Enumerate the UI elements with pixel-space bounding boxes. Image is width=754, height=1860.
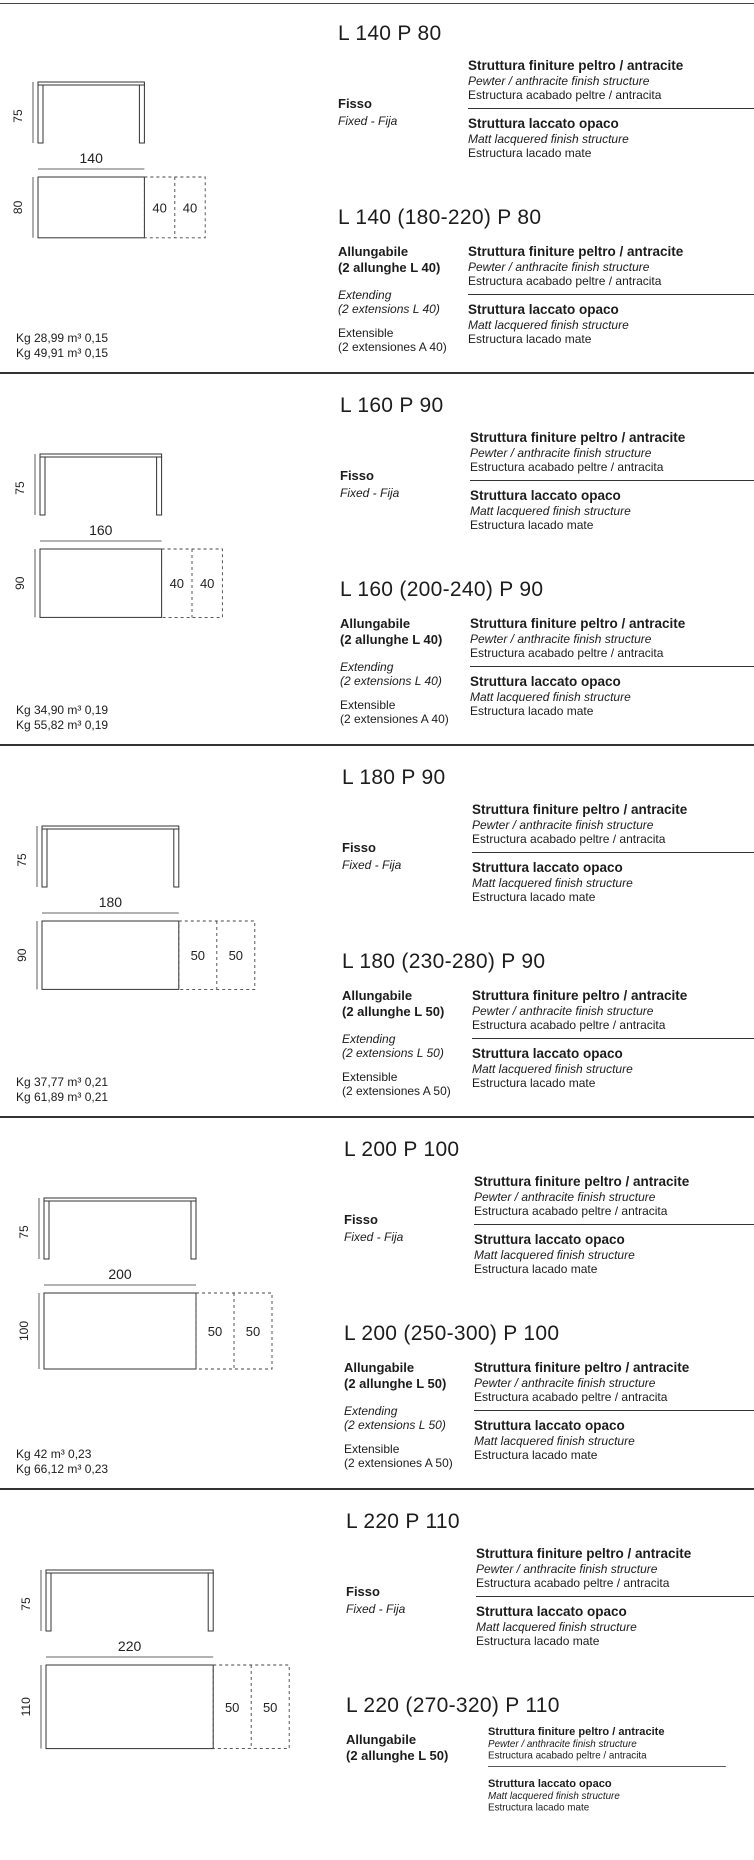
extension-2-label: 50 [228, 948, 244, 964]
fixed-label: Fisso [346, 1584, 380, 1599]
finish-peltro-en: Pewter / anthracite finish structure [472, 1004, 654, 1018]
depth-label: 90 [15, 948, 29, 962]
fixed-label-translation: Fixed - Fija [344, 1230, 404, 1244]
finish-laccato-es: Estructura lacado mate [470, 704, 594, 718]
width-label: 220 [117, 1638, 142, 1654]
finish-peltro-group [472, 802, 754, 853]
weight-fixed: Kg 37,77 m³ 0,21 [16, 1075, 109, 1089]
elevation-top [42, 826, 179, 829]
width-label: 160 [89, 522, 113, 538]
finish-laccato-group [474, 1418, 754, 1462]
finish-laccato-it: Struttura laccato opaco [488, 1777, 612, 1790]
elevation-leg-right [191, 1201, 196, 1259]
finish-laccato-it: Struttura laccato opaco [474, 1232, 625, 1247]
fixed-model-title: L 220 P 110 [346, 1510, 460, 1533]
elevation-leg-left [38, 85, 43, 143]
finish-peltro-en: Pewter / anthracite finish structure [468, 74, 650, 88]
height-label: 75 [11, 109, 25, 123]
finish-divider [468, 294, 754, 295]
fixed-label-translation: Fixed - Fija [346, 1602, 406, 1616]
plan-top [40, 549, 162, 617]
weight-extending: Kg 49,91 m³ 0,15 [16, 346, 109, 360]
finish-peltro-group [468, 244, 754, 295]
fixed-model-title: L 140 P 80 [338, 22, 442, 45]
finish-peltro-en: Pewter / anthracite finish structure [468, 260, 650, 274]
finish-peltro-group [474, 1360, 754, 1411]
extending-spec: (2 allunghe L 40) [340, 632, 443, 647]
finish-divider [472, 852, 754, 853]
elevation-top [40, 454, 162, 457]
extending-label-es: Extensible [344, 1442, 400, 1456]
finish-laccato-en: Matt lacquered finish structure [470, 504, 631, 518]
elevation-top [38, 82, 144, 85]
finish-laccato-it: Struttura laccato opaco [476, 1604, 627, 1619]
plan-top [38, 177, 144, 238]
extending-label: Allungabile [346, 1732, 417, 1747]
finish-peltro-en: Pewter / anthracite finish structure [470, 446, 652, 460]
weight-volume-info [16, 331, 108, 361]
finish-peltro-group [488, 1725, 726, 1767]
finish-divider [472, 1038, 754, 1039]
fixed-model-title: L 160 P 90 [340, 394, 444, 417]
weight-extending: Kg 55,82 m³ 0,19 [16, 718, 109, 732]
finish-laccato-group [472, 1046, 754, 1090]
finish-divider [474, 1410, 754, 1411]
finish-peltro-es: Estructura acabado peltre / antracita [474, 1204, 668, 1218]
table-drawings [0, 1116, 340, 1488]
finish-peltro-group [476, 1546, 754, 1597]
table-drawings [0, 372, 340, 744]
weight-extending: Kg 66,12 m³ 0,23 [16, 1462, 109, 1476]
extension-1-label: 50 [224, 1699, 240, 1715]
weight-volume-info [16, 1447, 108, 1477]
finish-laccato-it: Struttura laccato opaco [470, 674, 621, 689]
plan-top [42, 921, 179, 989]
extending-model-title: L 160 (200-240) P 90 [340, 578, 544, 601]
table-drawings [0, 744, 340, 1116]
finish-laccato-it: Struttura laccato opaco [470, 488, 621, 503]
model-block-200 [0, 1116, 754, 1488]
finish-peltro-es: Estructura acabado peltre / antracita [470, 460, 664, 474]
finish-laccato-en: Matt lacquered finish structure [468, 318, 629, 332]
finish-laccato-es: Estructura lacado mate [470, 518, 594, 532]
finish-peltro-en: Pewter / anthracite finish structure [474, 1376, 656, 1390]
finish-laccato-es: Estructura lacado mate [474, 1262, 598, 1276]
weight-volume-info [16, 1075, 108, 1105]
extension-1-label: 40 [169, 576, 185, 592]
finish-divider [470, 666, 754, 667]
plan-top [44, 1293, 196, 1369]
finish-divider [470, 480, 754, 481]
elevation-top [44, 1198, 196, 1201]
finish-laccato-en: Matt lacquered finish structure [472, 876, 633, 890]
extension-1-label: 40 [152, 200, 167, 216]
width-label: 180 [98, 894, 123, 910]
finish-divider [468, 108, 754, 109]
finish-peltro-es: Estructura acabado peltre / antracita [470, 646, 664, 660]
finish-peltro-it: Struttura finiture peltro / antracite [472, 988, 688, 1003]
finish-laccato-es: Estructura lacado mate [476, 1634, 600, 1648]
finish-laccato-es: Estructura lacado mate [472, 890, 596, 904]
extending-model-title: L 200 (250-300) P 100 [344, 1322, 560, 1345]
height-label: 75 [13, 481, 27, 495]
finish-peltro-it: Struttura finiture peltro / antracite [474, 1174, 690, 1189]
finish-laccato-it: Struttura laccato opaco [468, 116, 619, 131]
finish-peltro-es: Estructura acabado peltre / antracita [474, 1390, 668, 1404]
weight-fixed: Kg 34,90 m³ 0,19 [16, 703, 109, 717]
finish-peltro-group [470, 430, 754, 481]
height-label: 75 [15, 853, 29, 867]
extending-spec: (2 allunghe L 50) [344, 1376, 447, 1391]
finish-laccato-group [472, 860, 754, 904]
elevation-leg-left [46, 1573, 51, 1631]
height-label: 75 [19, 1597, 33, 1611]
extending-model-title: L 180 (230-280) P 90 [342, 950, 546, 973]
finish-laccato-es: Estructura lacado mate [472, 1076, 596, 1090]
finish-laccato-group [470, 674, 754, 718]
finish-peltro-es: Estructura acabado peltre / antracita [476, 1576, 670, 1590]
extending-label-en: Extending [340, 660, 394, 674]
finish-laccato-it: Struttura laccato opaco [472, 860, 623, 875]
extending-spec: (2 allunghe L 50) [342, 1004, 445, 1019]
depth-label: 80 [11, 200, 25, 215]
extension-1-label: 50 [190, 948, 206, 964]
finish-laccato-es: Estructura lacado mate [468, 332, 592, 346]
table-drawings [0, 0, 340, 372]
finish-laccato-en: Matt lacquered finish structure [474, 1434, 635, 1448]
finish-laccato-it: Struttura laccato opaco [468, 302, 619, 317]
extending-label-en: Extending [344, 1404, 398, 1418]
finish-laccato-group [470, 488, 754, 532]
extending-spec-en: (2 extensions L 50) [342, 1046, 444, 1060]
finish-peltro-es: Estructura acabado peltre / antracita [472, 832, 666, 846]
elevation-leg-right [208, 1573, 213, 1631]
weight-extending: Kg 61,89 m³ 0,21 [16, 1090, 109, 1104]
extending-spec: (2 allunghe L 50) [346, 1748, 449, 1763]
finish-divider [476, 1596, 754, 1597]
fixed-model-title: L 200 P 100 [344, 1138, 460, 1161]
table-drawings [0, 1488, 340, 1860]
extending-label-en: Extending [342, 1032, 396, 1046]
finish-peltro-en: Pewter / anthracite finish structure [474, 1190, 656, 1204]
extending-model-title: L 220 (270-320) P 110 [346, 1694, 560, 1717]
extending-label: Allungabile [344, 1360, 415, 1375]
extending-spec-en: (2 extensions L 40) [338, 302, 440, 316]
model-block-220 [0, 1488, 754, 1860]
extending-spec-es: (2 extensiones A 40) [340, 712, 449, 726]
extending-spec-es: (2 extensiones A 40) [338, 340, 447, 354]
finish-laccato-group [476, 1604, 754, 1648]
extending-label: Allungabile [342, 988, 413, 1003]
finish-laccato-es: Estructura lacado mate [488, 1801, 590, 1814]
fixed-label-translation: Fixed - Fija [340, 486, 400, 500]
finish-peltro-it: Struttura finiture peltro / antracite [470, 616, 686, 631]
extension-2-label: 50 [262, 1699, 278, 1715]
finish-laccato-en: Matt lacquered finish structure [488, 1790, 620, 1802]
finish-peltro-it: Struttura finiture peltro / antracite [488, 1725, 665, 1738]
weight-fixed: Kg 42 m³ 0,23 [16, 1447, 92, 1461]
fixed-model-title: L 180 P 90 [342, 766, 446, 789]
width-label: 140 [79, 150, 103, 166]
finish-peltro-en: Pewter / anthracite finish structure [488, 1738, 637, 1750]
elevation-leg-right [157, 457, 162, 515]
extending-label: Allungabile [338, 244, 409, 259]
finish-laccato-en: Matt lacquered finish structure [470, 690, 631, 704]
fixed-label-translation: Fixed - Fija [342, 858, 402, 872]
finish-laccato-group [468, 116, 754, 160]
extending-spec-es: (2 extensiones A 50) [342, 1084, 451, 1098]
extending-spec-es: (2 extensiones A 50) [344, 1456, 453, 1470]
finish-peltro-en: Pewter / anthracite finish structure [472, 818, 654, 832]
finish-laccato-es: Estructura lacado mate [468, 146, 592, 160]
finish-peltro-en: Pewter / anthracite finish structure [470, 632, 652, 646]
fixed-label: Fisso [344, 1212, 378, 1227]
weight-fixed: Kg 28,99 m³ 0,15 [16, 331, 109, 345]
finish-peltro-es: Estructura acabado peltre / antracita [472, 1018, 666, 1032]
finish-peltro-es: Estructura acabado peltre / antracita [468, 274, 662, 288]
finish-peltro-group [470, 616, 754, 667]
fixed-label: Fisso [338, 96, 372, 111]
extending-spec-en: (2 extensions L 40) [340, 674, 442, 688]
extending-label-es: Extensible [340, 698, 396, 712]
elevation-top [46, 1570, 213, 1573]
finish-laccato-group [488, 1777, 726, 1813]
elevation-leg-right [174, 829, 179, 887]
finish-laccato-es: Estructura lacado mate [474, 1448, 598, 1462]
extension-1-label: 50 [207, 1324, 223, 1339]
finish-laccato-en: Matt lacquered finish structure [474, 1248, 635, 1262]
finish-laccato-en: Matt lacquered finish structure [472, 1062, 633, 1076]
fixed-label: Fisso [340, 468, 374, 483]
model-block-160 [0, 372, 754, 744]
weight-volume-info [16, 703, 108, 733]
fixed-label: Fisso [342, 840, 376, 855]
extending-label-es: Extensible [338, 326, 394, 340]
plan-top [46, 1665, 213, 1749]
height-label: 75 [17, 1225, 31, 1239]
extending-model-title: L 140 (180-220) P 80 [338, 206, 542, 229]
extension-2-label: 40 [182, 200, 198, 216]
finish-divider [488, 1766, 726, 1767]
extending-label-es: Extensible [342, 1070, 398, 1084]
depth-label: 90 [13, 576, 27, 590]
extending-label-en: Extending [338, 288, 392, 302]
extension-2-label: 50 [245, 1324, 261, 1339]
finish-laccato-group [468, 302, 754, 346]
fixed-label-translation: Fixed - Fija [338, 114, 398, 128]
width-label: 200 [108, 1266, 132, 1282]
finish-peltro-it: Struttura finiture peltro / antracite [472, 802, 688, 817]
finish-laccato-it: Struttura laccato opaco [474, 1418, 625, 1433]
finish-laccato-en: Matt lacquered finish structure [476, 1620, 637, 1634]
finish-peltro-group [468, 58, 754, 109]
finish-peltro-es: Estructura acabado peltre / antracita [468, 88, 662, 102]
extending-label: Allungabile [340, 616, 411, 631]
elevation-leg-left [42, 829, 47, 887]
finish-peltro-it: Struttura finiture peltro / antracite [470, 430, 686, 445]
finish-peltro-group [474, 1174, 754, 1225]
finish-laccato-en: Matt lacquered finish structure [468, 132, 629, 146]
finish-peltro-en: Pewter / anthracite finish structure [476, 1562, 658, 1576]
finish-divider [474, 1224, 754, 1225]
model-block-180 [0, 744, 754, 1116]
finish-peltro-it: Struttura finiture peltro / antracite [474, 1360, 690, 1375]
extension-2-label: 40 [199, 576, 215, 592]
finish-laccato-group [474, 1232, 754, 1276]
model-block-140 [0, 0, 754, 372]
finish-peltro-es: Estructura acabado peltre / antracita [488, 1749, 647, 1762]
finish-laccato-it: Struttura laccato opaco [472, 1046, 623, 1061]
elevation-leg-left [40, 457, 45, 515]
finish-peltro-group [472, 988, 754, 1039]
finish-peltro-it: Struttura finiture peltro / antracite [468, 58, 684, 73]
extending-spec: (2 allunghe L 40) [338, 260, 441, 275]
elevation-leg-right [139, 85, 144, 143]
finish-peltro-it: Struttura finiture peltro / antracite [476, 1546, 692, 1561]
extending-spec-en: (2 extensions L 50) [344, 1418, 446, 1432]
finish-peltro-it: Struttura finiture peltro / antracite [468, 244, 684, 259]
elevation-leg-left [44, 1201, 49, 1259]
depth-label: 110 [19, 1697, 33, 1717]
depth-label: 100 [17, 1320, 31, 1342]
